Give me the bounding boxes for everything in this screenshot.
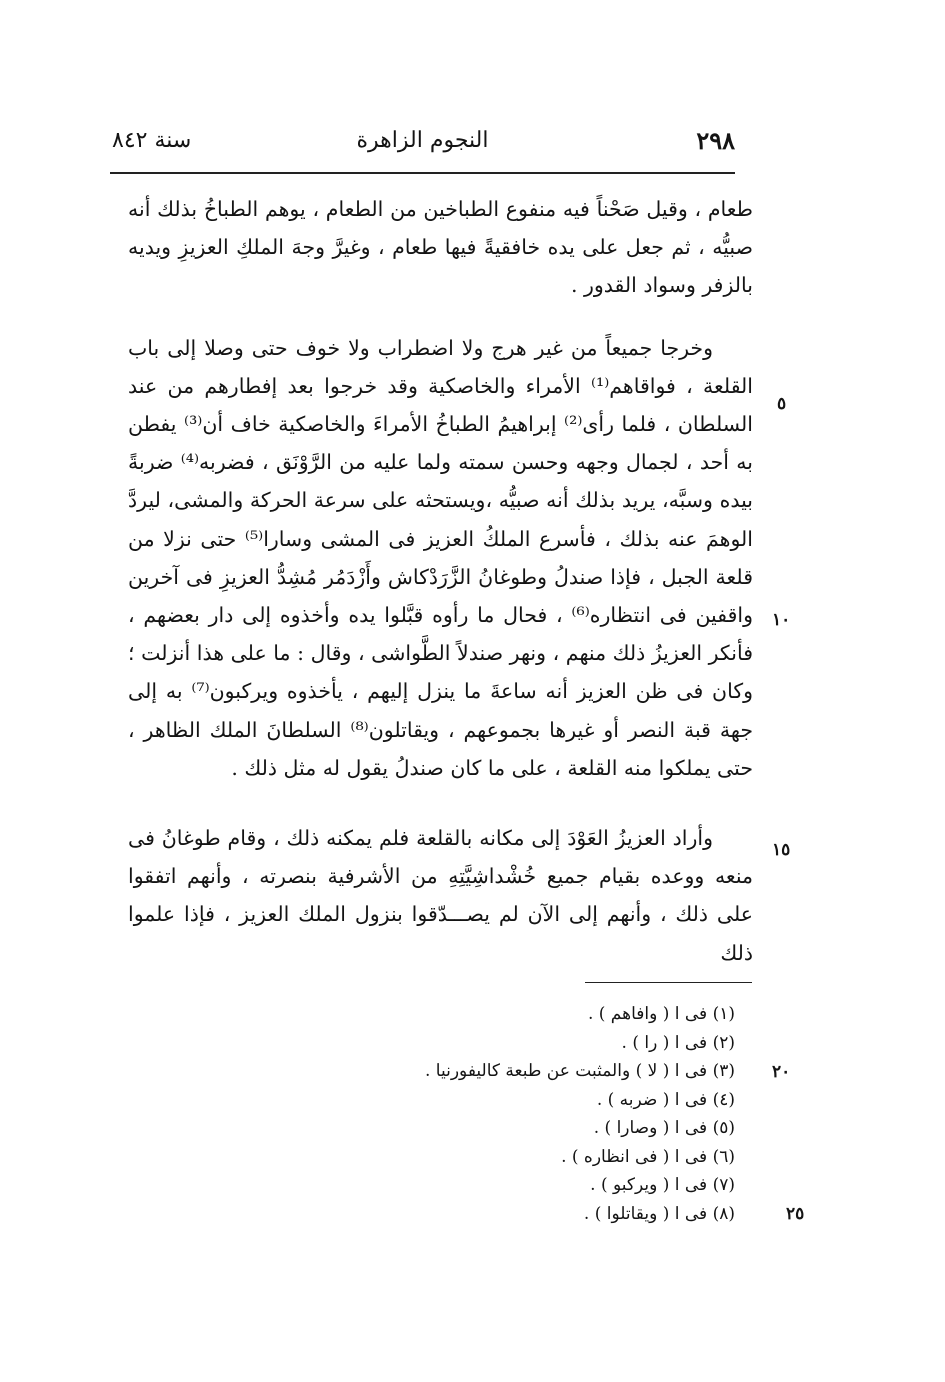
footnote: (٧) فى ا ( ويركبو ) . xyxy=(590,1175,735,1195)
running-header xyxy=(110,126,735,156)
header-rule xyxy=(110,172,735,174)
book-title: النجوم الزاهرة xyxy=(356,128,489,153)
line-number: ١٠ xyxy=(772,610,791,630)
line-number: ٢٠ xyxy=(772,1062,791,1082)
line-number: ٢٥ xyxy=(786,1204,805,1224)
footnote: (٤) فى ا ( ضربه ) . xyxy=(596,1089,735,1110)
page-number: ٢٩٨ xyxy=(696,126,735,155)
footnote: (١) فى ا ( وافاهم ) . xyxy=(587,1004,735,1024)
footnote-rule xyxy=(585,982,752,983)
main-text xyxy=(128,190,753,972)
footnote: (٦) فى ا ( فى انظاره ) . xyxy=(561,1146,735,1167)
paragraph: وخرجا جميعاً من غير هرج ولا اضطراب ولا خوف حتى وصلا إلى باب القلعة ، فواقاهم⁽¹⁾ الأمراء والخاصكية وقد خرجوا بعد إفطارهم من عند السلطان ، فلما رأى⁽²⁾ إبراهيمُ الطباخُ الأمراءَ والخاصكية خاف أن⁽³⁾ يفطن به أحد ، لجمال وجهه وحسن سمته ولما عليه من الرَّوْنَق ، فضربه⁽⁴⁾ ضربةً بيده وسبَّه، يريد بذلك أنه صبيُّه ،ويستحثه على سرعة الحركة والمشى، ليردَّ الوهمَ عنه بذلك ، فأسرع الملكُ العزيز فى المشى وسارا⁽⁵⁾ حتى نزلا من قلعة الجبل ، فإذا صندلُ وطوغانُ الزَّرَدْكاش وأَزْدَمُر مُشِدُّ العزيزِ فى آخرين واقفين فى انتظاره⁽⁶⁾ ، فحال ما رأوه قبَّلوا يده وأخذوه إلى دار بعضهم ، فأنكر العزيزُ ذلك منهم ، ونهر صندلاً الطَّواشى ، وقال : ما على هذا أنزلت ؛ وكان فى ظن العزيز أنه ساعةَ ما ينزل إليهم ، يأخذوه ويركبون⁽⁷⁾ به إلى جهة قبة النصر أو غيرها بجموعهم ، ويقاتلون⁽⁸⁾ السلطانَ الملك الظاهر ، حتى يملكوا منه القلعة ، على ما كان صندلُ يقول له مثل ذلك . xyxy=(128,335,754,780)
footnote: (٥) فى ا ( وصارا ) . xyxy=(593,1118,735,1138)
paragraph: وأراد العزيزُ العَوْدَ إلى مكانه بالقلعة فلم يمكنه ذلك ، وقام طوغانُ فى منعه ووعده بقيام جميع خُشْداشِيَّتِهِ من الأشرفية بنصرته ، وأنهم اتفقوا على ذلك ، وأنهم إلى الآن لم يصـــدّقوا بنزول الملك العزيز ، فإذا علموا ذلك xyxy=(128,826,753,965)
line-number: ٥ xyxy=(777,394,787,414)
footnote: (٨) فى ا ( ويقاتلوا ) . xyxy=(583,1203,735,1224)
footnote: (٣) فى ا ( لا ) والمثبت عن طبعة كاليفورنيا . xyxy=(424,1061,735,1081)
line-number: ١٥ xyxy=(772,840,791,860)
paragraph: طعام ، وقيل صَحْناً فيه منفوع الطباخين من الطعام ، يوهم الطباخُ بذلك أنه صبيُّه ، ثم جعل على يده خافقيةً فيها طعام ، وغيرَّ وجهَ الملكِ العزيزِ ويديه بالزفر وسواد القدور . xyxy=(128,197,753,298)
year-label: سنة ٨٤٢ xyxy=(112,128,192,153)
footnotes xyxy=(400,1000,735,1228)
footnote: (٢) فى ا ( را ) . xyxy=(621,1032,735,1053)
